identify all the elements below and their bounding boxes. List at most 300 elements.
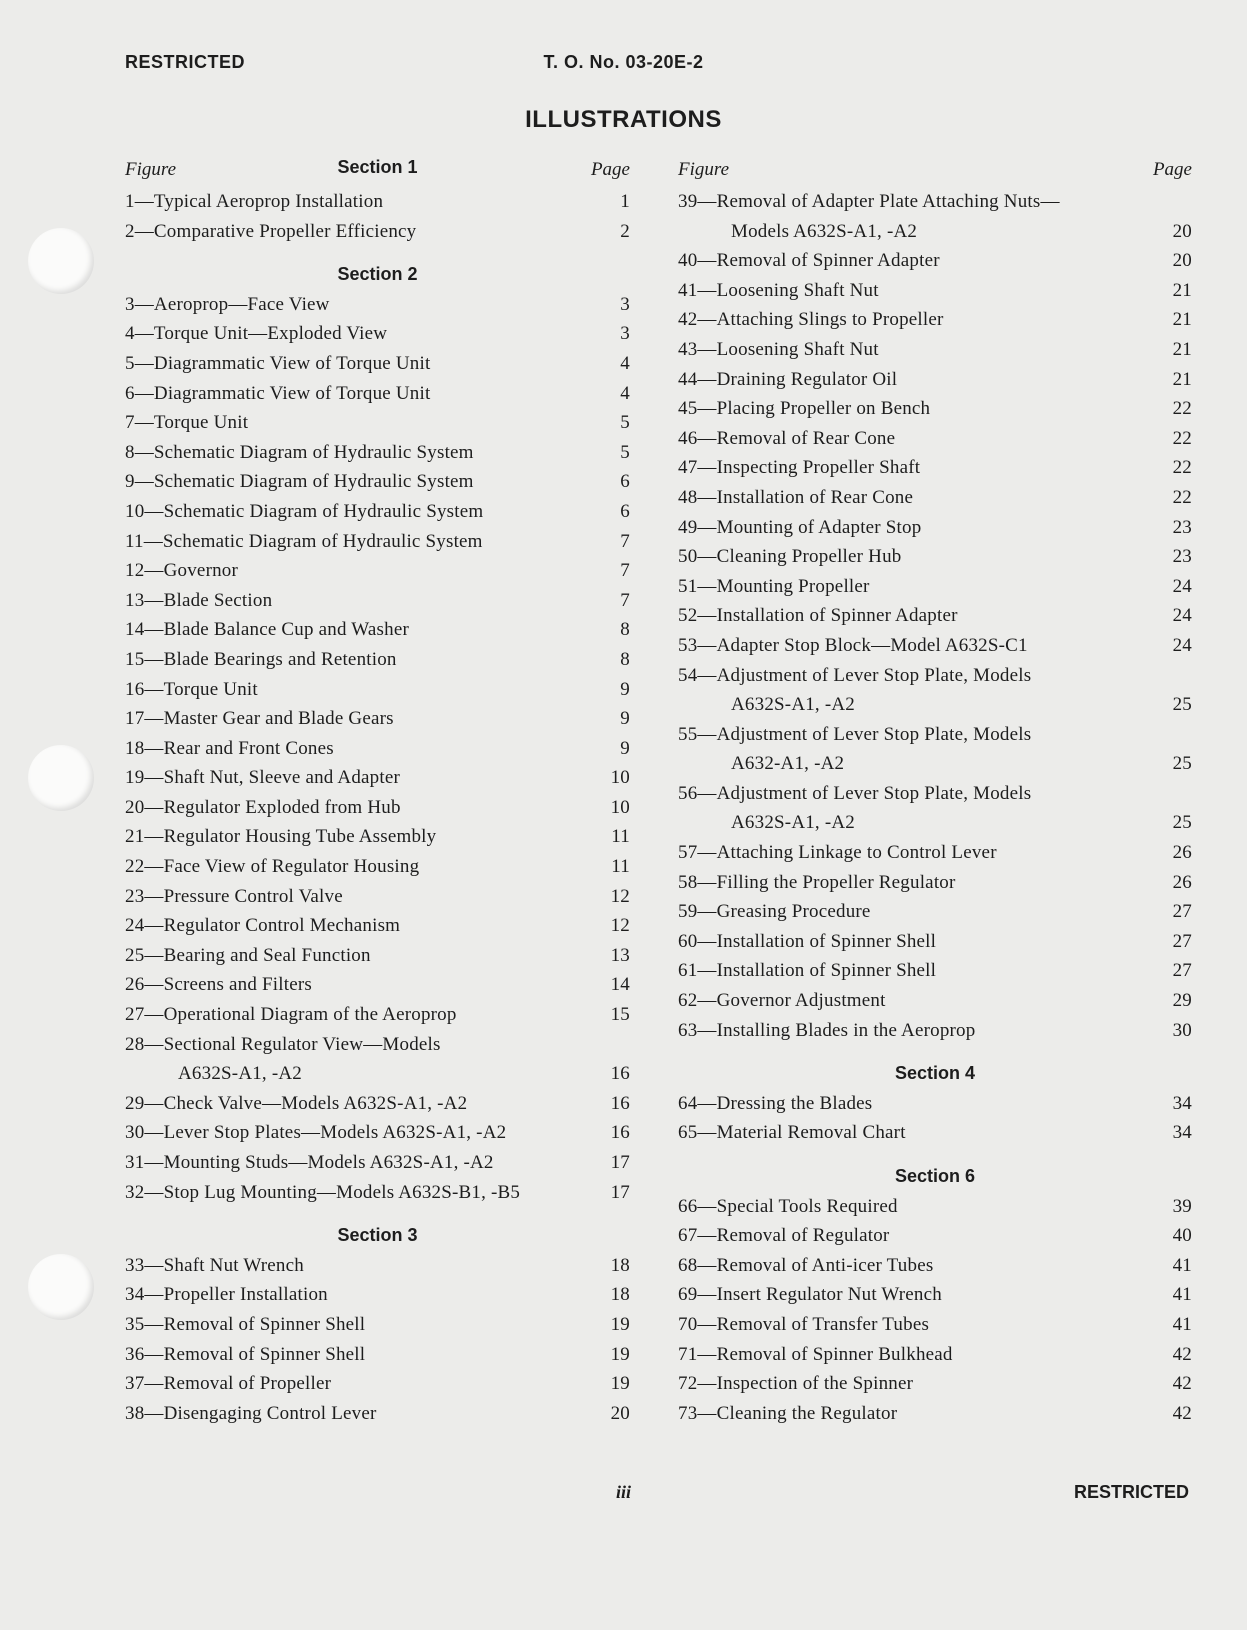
entry-line: 45—Placing Propeller on Bench xyxy=(678,394,1148,424)
page-ref: 29 xyxy=(1172,990,1192,1012)
list-item xyxy=(678,1310,1192,1340)
footer-classification: RESTRICTED xyxy=(1073,1482,1189,1502)
entry-line: 36—Removal of Spinner Shell xyxy=(125,1340,586,1370)
page-ref: 26 xyxy=(1172,842,1192,864)
figure-number: 37 xyxy=(125,1373,145,1395)
entry-line: 24—Regulator Control Mechanism xyxy=(125,911,586,941)
figure-number: 57 xyxy=(678,842,698,864)
entry-line: 12—Governor xyxy=(125,556,586,586)
list-item xyxy=(678,868,1192,898)
figure-number: 24 xyxy=(125,915,145,937)
header-classification: RESTRICTED xyxy=(125,52,246,72)
entry-line: 35—Removal of Spinner Shell xyxy=(125,1310,586,1340)
list-item xyxy=(125,527,630,557)
figure-number: 48 xyxy=(678,486,698,508)
figure-title: Removal of Spinner Adapter xyxy=(716,250,940,272)
list-item xyxy=(125,704,630,734)
entry-line: 40—Removal of Spinner Adapter xyxy=(678,246,1148,276)
page-ref: 30 xyxy=(1172,1019,1192,1041)
figure-title: Torque Unit xyxy=(153,412,249,434)
entry-line: 11—Schematic Diagram of Hydraulic System xyxy=(125,527,586,557)
list-item xyxy=(125,1148,630,1178)
figure-number: 26 xyxy=(125,974,145,996)
entry-line: 31—Mounting Studs—Models A632S-A1, -A2 xyxy=(125,1148,586,1178)
list-item xyxy=(678,897,1192,927)
list-item xyxy=(678,335,1192,365)
entry-line: 32—Stop Lug Mounting—Models A632S-B1, -B5 xyxy=(125,1178,586,1208)
figure-number: 64 xyxy=(678,1092,698,1114)
list-item xyxy=(125,882,630,912)
figure-title: Dressing the Blades xyxy=(716,1092,873,1114)
figure-title: Schematic Diagram of Hydraulic System xyxy=(153,441,474,463)
figure-number: 36 xyxy=(125,1343,145,1365)
page-ref: 10 xyxy=(610,796,630,818)
figure-number: 34 xyxy=(125,1284,145,1306)
entry-line: 28—Sectional Regulator View—Models xyxy=(125,1030,586,1060)
list-item xyxy=(678,483,1192,513)
figure-title: Removal of Propeller xyxy=(163,1373,332,1395)
entry-line: 21—Regulator Housing Tube Assembly xyxy=(125,822,586,852)
page-ref: 4 xyxy=(620,382,630,404)
page-ref: 17 xyxy=(610,1152,630,1173)
figure-title: Lever Stop Plates—Models A632S-A1, -A2 xyxy=(163,1122,507,1144)
list-item xyxy=(125,1369,630,1399)
figure-number: 54 xyxy=(678,664,698,686)
section-gap xyxy=(678,1045,1192,1059)
list-item xyxy=(125,408,630,438)
list-item xyxy=(678,661,1192,720)
figure-title: Blade Bearings and Retention xyxy=(163,648,397,670)
figure-title: Insert Regulator Nut Wrench xyxy=(716,1284,942,1306)
list-item xyxy=(125,1280,630,1310)
list-item xyxy=(125,497,630,527)
page-ref: 22 xyxy=(1172,427,1192,449)
page-ref: 11 xyxy=(611,856,630,878)
list-item xyxy=(678,542,1192,572)
entry-line: 66—Special Tools Required xyxy=(678,1192,1148,1222)
list-item xyxy=(678,572,1192,602)
list-item xyxy=(678,424,1192,454)
entry-line: 61—Installation of Spinner Shell xyxy=(678,956,1148,986)
entry-line: 18—Rear and Front Cones xyxy=(125,734,586,764)
entry-line: 73—Cleaning the Regulator xyxy=(678,1399,1148,1429)
figure-title: Master Gear and Blade Gears xyxy=(163,708,394,730)
header-document-number: T. O. No. 03-20E-2 xyxy=(543,52,704,72)
list-item xyxy=(125,1178,630,1208)
figure-title: Screens and Filters xyxy=(163,974,312,996)
figure-title: Pressure Control Valve xyxy=(163,885,343,907)
list-item xyxy=(125,911,630,941)
list-item xyxy=(125,1030,630,1089)
figure-number: 32 xyxy=(125,1181,145,1203)
entry-line: 67—Removal of Regulator xyxy=(678,1221,1148,1251)
figure-number: 1 xyxy=(125,191,135,212)
figure-number: 22 xyxy=(125,856,145,878)
figure-title: Removal of Anti-icer Tubes xyxy=(716,1254,934,1276)
page-ref: 12 xyxy=(610,915,630,937)
figure-number: 69 xyxy=(678,1284,698,1306)
list-item xyxy=(125,556,630,586)
figure-title: Shaft Nut, Sleeve and Adapter xyxy=(163,767,400,789)
binder-hole xyxy=(28,1254,94,1320)
list-item xyxy=(678,956,1192,986)
figure-label: Figure xyxy=(125,159,177,180)
figure-number: 58 xyxy=(678,871,698,893)
figure-number: 7 xyxy=(125,412,135,434)
list-item xyxy=(678,246,1192,276)
page-ref: 9 xyxy=(620,737,630,759)
list-item xyxy=(125,763,630,793)
list-item xyxy=(678,187,1192,246)
figure-number: 41 xyxy=(678,279,698,301)
page-ref: 7 xyxy=(620,560,630,582)
figure-title: Diagrammatic View of Torque Unit xyxy=(153,352,431,374)
figure-number: 46 xyxy=(678,427,698,449)
figure-number: 43 xyxy=(678,338,698,360)
figure-label: Figure xyxy=(678,159,730,180)
page-ref: 1 xyxy=(620,191,630,212)
figure-title: Greasing Procedure xyxy=(716,901,871,923)
section-heading: Section 6 xyxy=(894,1166,976,1186)
entry-line: 19—Shaft Nut, Sleeve and Adapter xyxy=(125,763,586,793)
page-ref: 8 xyxy=(620,648,630,670)
figure-title: Typical Aeroprop Installation xyxy=(153,191,384,212)
page-ref: 24 xyxy=(1172,605,1192,627)
section-heading: Section 1 xyxy=(337,157,418,177)
figure-title: Schematic Diagram of Hydraulic System xyxy=(153,471,474,493)
figure-title: Inspection of the Spinner xyxy=(716,1373,914,1395)
page-ref: 24 xyxy=(1172,575,1192,597)
page-ref: 27 xyxy=(1172,960,1192,982)
list-item xyxy=(678,779,1192,838)
figure-title: Cleaning the Regulator xyxy=(716,1402,898,1424)
figure-number: 63 xyxy=(678,1019,698,1041)
section-heading: Section 4 xyxy=(894,1063,976,1084)
entry-line: 1—Typical Aeroprop Installation xyxy=(125,187,586,217)
list-item xyxy=(678,365,1192,395)
figure-title: Schematic Diagram of Hydraulic System xyxy=(162,530,483,552)
figure-title: Rear and Front Cones xyxy=(163,737,334,759)
page-ref: 20 xyxy=(1172,220,1192,242)
figure-title: Regulator Control Mechanism xyxy=(163,915,401,937)
list-item xyxy=(678,394,1192,424)
figure-number: 52 xyxy=(678,605,698,627)
figure-title: Filling the Propeller Regulator xyxy=(716,871,956,893)
page-ref: 19 xyxy=(610,1313,630,1335)
figure-number: 3 xyxy=(125,293,135,315)
page-ref: 34 xyxy=(1172,1122,1192,1144)
list-item xyxy=(125,1251,630,1281)
page-ref: 14 xyxy=(610,974,630,996)
page-ref: 22 xyxy=(1172,398,1192,420)
page-ref: 26 xyxy=(1172,871,1192,893)
entry-line: 42—Attaching Slings to Propeller xyxy=(678,305,1148,335)
page-ref: 39 xyxy=(1172,1195,1192,1217)
entry-line: 13—Blade Section xyxy=(125,586,586,616)
figure-number: 21 xyxy=(125,826,145,848)
figure-title: Regulator Housing Tube Assembly xyxy=(163,826,437,848)
list-item xyxy=(678,986,1192,1016)
entry-line: 60—Installation of Spinner Shell xyxy=(678,927,1148,957)
figure-number: 13 xyxy=(125,589,145,611)
page-ref: 22 xyxy=(1172,486,1192,508)
figure-number: 39 xyxy=(678,191,698,212)
list-item xyxy=(678,1118,1192,1148)
figure-title: Attaching Linkage to Control Lever xyxy=(716,842,997,864)
figure-title: Loosening Shaft Nut xyxy=(716,279,879,301)
figure-title: Installation of Spinner Shell xyxy=(716,960,937,982)
list-item xyxy=(125,1089,630,1119)
list-item xyxy=(678,1280,1192,1310)
right-column xyxy=(678,157,1192,1428)
entry-line: 70—Removal of Transfer Tubes xyxy=(678,1310,1148,1340)
list-item xyxy=(125,675,630,705)
page-ref: 6 xyxy=(620,500,630,522)
figure-title: Operational Diagram of the Aeroprop xyxy=(163,1004,457,1026)
list-item xyxy=(125,1000,630,1030)
page-ref: 25 xyxy=(1172,812,1192,834)
list-item xyxy=(125,319,630,349)
entry-line: 51—Mounting Propeller xyxy=(678,572,1148,602)
page-ref: 19 xyxy=(610,1373,630,1395)
figure-title: Removal of Regulator xyxy=(716,1225,890,1247)
page-ref: 21 xyxy=(1172,368,1192,390)
figure-title: Removal of Transfer Tubes xyxy=(716,1313,930,1335)
figure-title: Comparative Propeller Efficiency xyxy=(153,220,417,242)
page-ref: 10 xyxy=(610,767,630,789)
entry-line: 50—Cleaning Propeller Hub xyxy=(678,542,1148,572)
entry-line: 23—Pressure Control Valve xyxy=(125,882,586,912)
figure-number: 49 xyxy=(678,516,698,538)
page-ref: 41 xyxy=(1172,1313,1192,1335)
figure-title-continued: A632S-A1, -A2 xyxy=(178,1063,302,1085)
figure-number: 18 xyxy=(125,737,145,759)
figure-title: Removal of Spinner Bulkhead xyxy=(716,1343,953,1365)
figure-number: 11 xyxy=(125,530,144,552)
entry-line: 72—Inspection of the Spinner xyxy=(678,1369,1148,1399)
figure-number: 29 xyxy=(125,1092,145,1114)
page-ref: 5 xyxy=(620,441,630,463)
page-ref: 13 xyxy=(610,944,630,966)
page-number: iii xyxy=(615,1482,631,1502)
page-ref: 25 xyxy=(1172,694,1192,716)
entry-line: 4—Torque Unit—Exploded View xyxy=(125,319,586,349)
page-ref: 27 xyxy=(1172,930,1192,952)
list-item xyxy=(678,631,1192,661)
list-item xyxy=(125,467,630,497)
list-item xyxy=(678,305,1192,335)
figure-title: Blade Section xyxy=(163,589,273,611)
list-item xyxy=(125,852,630,882)
entry-line: 34—Propeller Installation xyxy=(125,1280,586,1310)
figure-number: 28 xyxy=(125,1033,145,1055)
figure-title: Mounting Propeller xyxy=(716,575,870,597)
figure-title: Installation of Spinner Shell xyxy=(716,930,937,952)
page-ref: 16 xyxy=(610,1092,630,1114)
section-heading: Section 3 xyxy=(337,1225,418,1246)
page-ref: 8 xyxy=(620,619,630,641)
figure-title-continued: Models A632S-A1, -A2 xyxy=(731,220,918,242)
figure-number: 14 xyxy=(125,619,145,641)
figure-title: Sectional Regulator View—Models xyxy=(163,1033,441,1055)
page-ref: 18 xyxy=(610,1254,630,1276)
page-ref: 24 xyxy=(1172,634,1192,656)
figure-number: 23 xyxy=(125,885,145,907)
figure-title: Shaft Nut Wrench xyxy=(163,1254,304,1276)
page-ref: 6 xyxy=(620,471,630,493)
entry-line: 49—Mounting of Adapter Stop xyxy=(678,513,1148,543)
list-item xyxy=(125,970,630,1000)
entry-line: 37—Removal of Propeller xyxy=(125,1369,586,1399)
entry-line: 71—Removal of Spinner Bulkhead xyxy=(678,1340,1148,1370)
page-ref: 7 xyxy=(620,530,630,552)
figure-number: 42 xyxy=(678,309,698,331)
entry-line: 56—Adjustment of Lever Stop Plate, Models xyxy=(678,779,1148,809)
figure-number: 59 xyxy=(678,901,698,923)
figure-title: Propeller Installation xyxy=(163,1284,328,1306)
list-item xyxy=(678,1192,1192,1222)
entry-line: 47—Inspecting Propeller Shaft xyxy=(678,453,1148,483)
figure-number: 33 xyxy=(125,1254,145,1276)
figure-number: 60 xyxy=(678,930,698,952)
page-ref: 16 xyxy=(610,1122,630,1144)
figure-number: 4 xyxy=(125,323,135,345)
page-ref: 21 xyxy=(1172,309,1192,331)
page-ref: 27 xyxy=(1172,901,1192,923)
page-ref: 3 xyxy=(620,293,630,315)
figure-number: 6 xyxy=(125,382,135,404)
figure-title: Removal of Spinner Shell xyxy=(163,1343,366,1365)
entry-line: 22—Face View of Regulator Housing xyxy=(125,852,586,882)
page-ref: 18 xyxy=(610,1284,630,1306)
figure-number: 15 xyxy=(125,648,145,670)
entry-line: 17—Master Gear and Blade Gears xyxy=(125,704,586,734)
list-item xyxy=(125,941,630,971)
figure-title: Placing Propeller on Bench xyxy=(716,398,931,420)
figure-title: Diagrammatic View of Torque Unit xyxy=(153,382,431,404)
page-ref: 20 xyxy=(610,1402,630,1424)
entry-line: 8—Schematic Diagram of Hydraulic System xyxy=(125,438,586,468)
entry-line: 16—Torque Unit xyxy=(125,675,586,705)
figure-title: Schematic Diagram of Hydraulic System xyxy=(163,500,484,522)
figure-number: 10 xyxy=(125,500,145,522)
figure-number: 25 xyxy=(125,944,145,966)
figure-number: 68 xyxy=(678,1254,698,1276)
list-item xyxy=(125,1399,630,1429)
entry-line: 44—Draining Regulator Oil xyxy=(678,365,1148,395)
entry-line: 57—Attaching Linkage to Control Lever xyxy=(678,838,1148,868)
figure-number: 66 xyxy=(678,1195,698,1217)
figure-number: 55 xyxy=(678,723,698,745)
list-item xyxy=(125,217,630,247)
figure-number: 47 xyxy=(678,457,698,479)
entry-line: 65—Material Removal Chart xyxy=(678,1118,1148,1148)
list-item xyxy=(678,1340,1192,1370)
figure-number: 51 xyxy=(678,575,698,597)
page-ref: 4 xyxy=(620,352,630,374)
page-ref: 15 xyxy=(610,1004,630,1026)
list-item xyxy=(125,349,630,379)
figure-title: Regulator Exploded from Hub xyxy=(163,796,401,818)
list-item xyxy=(678,1221,1192,1251)
entry-line: 63—Installing Blades in the Aeroprop xyxy=(678,1016,1148,1046)
figure-title: Adjustment of Lever Stop Plate, Models xyxy=(716,723,1032,745)
figure-number: 61 xyxy=(678,960,698,982)
figure-number: 2 xyxy=(125,220,135,242)
figure-title: Blade Balance Cup and Washer xyxy=(163,619,409,641)
figure-title: Bearing and Seal Function xyxy=(163,944,371,966)
figure-title: Material Removal Chart xyxy=(716,1122,906,1144)
entry-line: 29—Check Valve—Models A632S-A1, -A2 xyxy=(125,1089,586,1119)
list-item xyxy=(125,586,630,616)
figure-title: Governor xyxy=(163,560,239,582)
page-ref: 22 xyxy=(1172,457,1192,479)
list-item xyxy=(125,379,630,409)
column-header xyxy=(678,157,1192,187)
entry-line: 20—Regulator Exploded from Hub xyxy=(125,793,586,823)
page-ref: 21 xyxy=(1172,338,1192,360)
figure-title: Installing Blades in the Aeroprop xyxy=(716,1019,976,1041)
page-ref: 5 xyxy=(620,412,630,434)
list-item xyxy=(125,793,630,823)
entry-line: 41—Loosening Shaft Nut xyxy=(678,276,1148,306)
page-ref: 41 xyxy=(1172,1284,1192,1306)
entry-line: 69—Insert Regulator Nut Wrench xyxy=(678,1280,1148,1310)
list-item xyxy=(125,438,630,468)
entry-line: 68—Removal of Anti-icer Tubes xyxy=(678,1251,1148,1281)
list-item xyxy=(125,822,630,852)
entry-line: 3—Aeroprop—Face View xyxy=(125,290,586,320)
figure-number: 70 xyxy=(678,1313,698,1335)
figure-number: 9 xyxy=(125,471,135,493)
figure-title: Disengaging Control Lever xyxy=(163,1402,377,1424)
binder-hole xyxy=(28,228,94,294)
figure-title: Stop Lug Mounting—Models A632S-B1, -B5 xyxy=(163,1181,521,1203)
figure-title-continued: A632-A1, -A2 xyxy=(731,753,845,775)
page-ref: 42 xyxy=(1172,1373,1192,1395)
figure-title: Governor Adjustment xyxy=(716,990,886,1012)
page-ref: 23 xyxy=(1172,546,1192,568)
list-item xyxy=(125,1118,630,1148)
list-item xyxy=(678,1369,1192,1399)
page-ref: 19 xyxy=(610,1343,630,1365)
entry-line: 43—Loosening Shaft Nut xyxy=(678,335,1148,365)
entry-line: 38—Disengaging Control Lever xyxy=(125,1399,586,1429)
figure-number: 27 xyxy=(125,1004,145,1026)
list-item xyxy=(678,276,1192,306)
figure-title: Removal of Rear Cone xyxy=(716,427,896,449)
figure-number: 56 xyxy=(678,782,698,804)
page-ref: 9 xyxy=(620,678,630,700)
figure-number: 30 xyxy=(125,1122,145,1144)
entry-line: 9—Schematic Diagram of Hydraulic System xyxy=(125,467,586,497)
entry-line: 52—Installation of Spinner Adapter xyxy=(678,601,1148,631)
figure-title: Draining Regulator Oil xyxy=(716,368,898,390)
figure-title: Installation of Rear Cone xyxy=(716,486,914,508)
entry-line: 2—Comparative Propeller Efficiency xyxy=(125,217,586,247)
page-ref: 11 xyxy=(611,826,630,848)
figure-number: 19 xyxy=(125,767,145,789)
entry-line: 39—Removal of Adapter Plate Attaching Nuts— xyxy=(678,187,1148,217)
page-ref: 3 xyxy=(620,323,630,345)
entry-line: 27—Operational Diagram of the Aeroprop xyxy=(125,1000,586,1030)
page-ref: 42 xyxy=(1172,1343,1192,1365)
list-item xyxy=(678,838,1192,868)
figure-title: Special Tools Required xyxy=(716,1195,898,1217)
figure-number: 50 xyxy=(678,546,698,568)
figure-number: 65 xyxy=(678,1122,698,1144)
entry-line: 26—Screens and Filters xyxy=(125,970,586,1000)
